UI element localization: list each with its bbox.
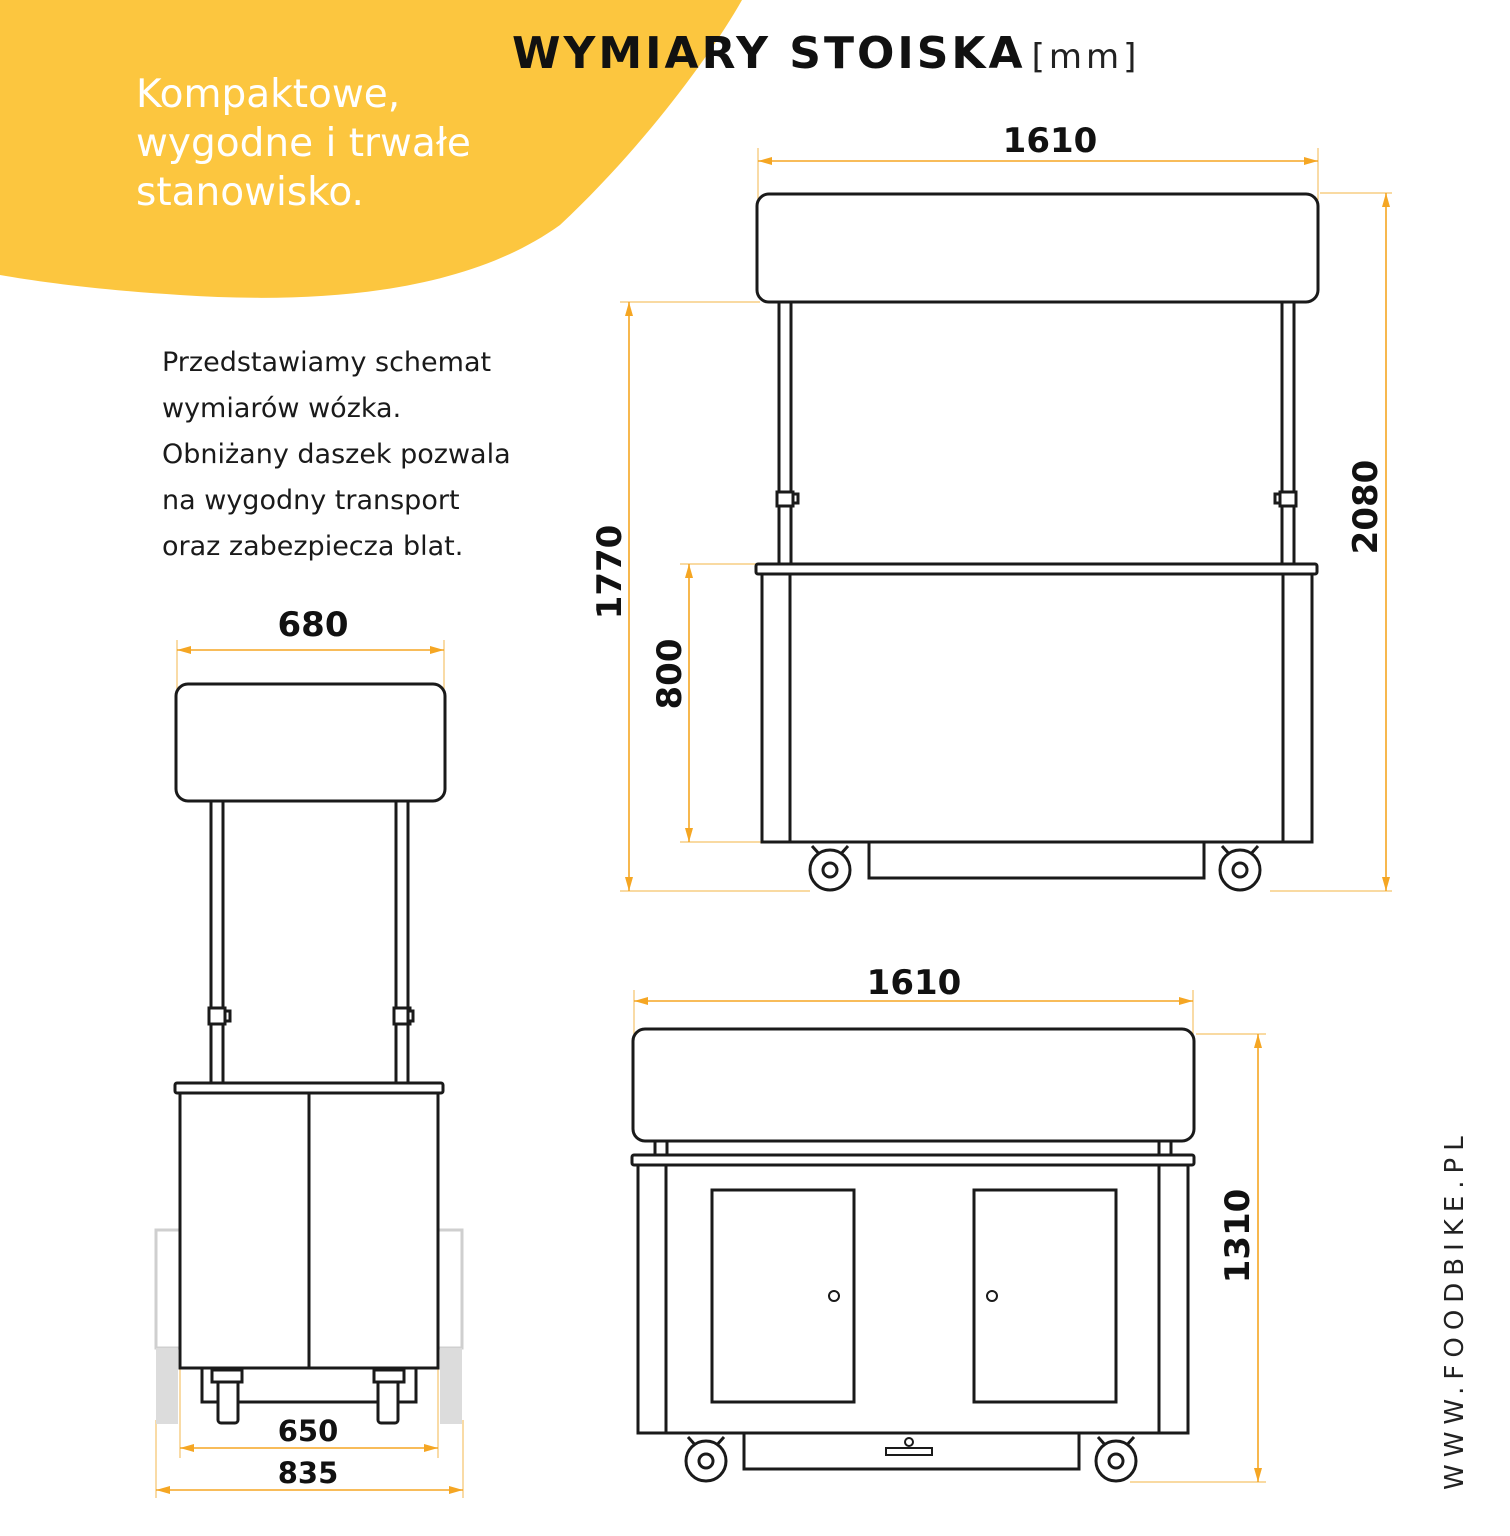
front-view-raised xyxy=(590,121,1392,891)
side-roof-pole-left xyxy=(211,801,223,1083)
title-text: WYMIARY STOISKA xyxy=(512,28,1026,79)
label-overall-depth: 835 xyxy=(277,1456,339,1490)
lowered-drawer xyxy=(744,1433,1079,1469)
page-title xyxy=(512,28,1140,79)
caster-wheel-right xyxy=(1220,846,1260,890)
lowered-roof-canopy xyxy=(633,1029,1194,1141)
roof-canopy xyxy=(757,194,1318,302)
lowered-caster-wheel-right xyxy=(1096,1437,1136,1481)
side-wheel-right xyxy=(374,1370,404,1423)
caster-wheel-left xyxy=(810,846,850,890)
front-view-lowered xyxy=(632,963,1266,1482)
lowered-caster-wheel-left xyxy=(686,1437,726,1481)
label-wheel-base: 650 xyxy=(277,1414,339,1448)
title-unit: [mm] xyxy=(1031,37,1141,77)
website-url: WWW.FOODBIKE.PL xyxy=(1440,1129,1470,1490)
side-roof-canopy xyxy=(176,684,445,801)
label-front-width: 1610 xyxy=(1002,121,1098,161)
label-roof-clearance: 1770 xyxy=(590,524,630,620)
label-total-height: 2080 xyxy=(1346,459,1386,555)
description-text: Przedstawiamy schemat wymiarów wózka. Obniżany daszek pozwala na wygodny transport oraz zabezpiecza blat. xyxy=(162,347,511,562)
cart-body xyxy=(762,574,1312,842)
label-counter-height: 800 xyxy=(650,638,690,710)
label-lowered-height: 1310 xyxy=(1218,1188,1258,1284)
roof-pole-left xyxy=(779,302,791,564)
side-wheel-left xyxy=(212,1370,242,1423)
lower-drawer xyxy=(869,842,1204,878)
cabinet-door-left xyxy=(712,1190,854,1402)
label-lowered-width: 1610 xyxy=(866,963,962,1003)
side-view xyxy=(156,605,463,1498)
roof-pole-right xyxy=(1282,302,1294,564)
cabinet-door-right xyxy=(974,1190,1116,1402)
tagline: Kompaktowe, wygodne i trwałe stanowisko. xyxy=(136,72,471,215)
side-roof-pole-right xyxy=(396,801,408,1083)
label-roof-width: 680 xyxy=(277,605,349,645)
